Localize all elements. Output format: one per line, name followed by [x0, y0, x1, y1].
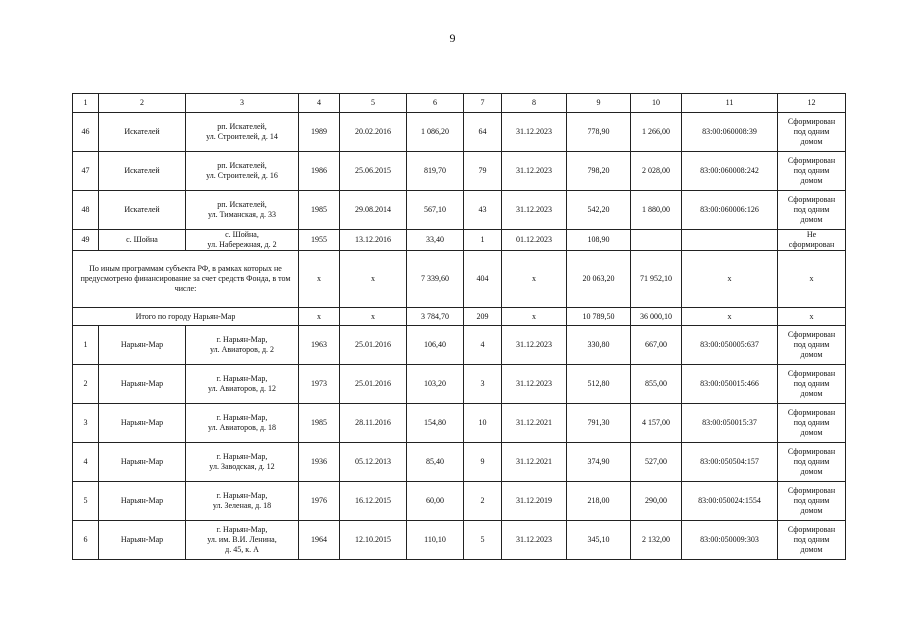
area: 85,40 — [407, 443, 464, 482]
recognition-date: 25.01.2016 — [340, 365, 407, 404]
residents: 43 — [464, 191, 502, 230]
column-header: 6 — [407, 94, 464, 113]
address-line: г. Нарьян-Мар, — [216, 374, 268, 383]
row-number: 49 — [73, 230, 99, 251]
cadastral-number: 83:00:050024:1554 — [682, 482, 778, 521]
col-10-value: 667,00 — [631, 326, 682, 365]
row-number: 2 — [73, 365, 99, 404]
resettlement-deadline: 31.12.2021 — [502, 443, 567, 482]
cadastral-number: 83:00:060006:126 — [682, 191, 778, 230]
land-status — [778, 113, 846, 152]
summary-value: 209 — [464, 308, 502, 326]
table-row — [73, 521, 846, 560]
land-status-line: сформирован — [788, 240, 835, 249]
recognition-date: 25.01.2016 — [340, 326, 407, 365]
land-status — [778, 326, 846, 365]
address-line: ул. Строителей, д. 16 — [206, 171, 278, 180]
summary-row-city-total — [73, 308, 846, 326]
recognition-date: 29.08.2014 — [340, 191, 407, 230]
address — [186, 521, 299, 560]
settlement: Нарьян-Мар — [99, 521, 186, 560]
land-status — [778, 191, 846, 230]
land-status — [778, 365, 846, 404]
column-header: 4 — [299, 94, 340, 113]
residents: 64 — [464, 113, 502, 152]
col-10-value: 2 132,00 — [631, 521, 682, 560]
summary-value: х — [682, 251, 778, 308]
resettlement-deadline: 31.12.2023 — [502, 326, 567, 365]
address — [186, 482, 299, 521]
summary-row-other-programs — [73, 251, 846, 308]
summary-value: х — [340, 308, 407, 326]
resettlement-deadline: 31.12.2023 — [502, 113, 567, 152]
land-status-line: Сформирован — [787, 330, 836, 339]
land-status-line: Сформирован — [787, 525, 836, 534]
area: 33,40 — [407, 230, 464, 251]
land-status-line: Сформирован — [787, 486, 836, 495]
recognition-date: 05.12.2013 — [340, 443, 407, 482]
residents: 79 — [464, 152, 502, 191]
resettlement-deadline: 01.12.2023 — [502, 230, 567, 251]
settlement: Искателей — [99, 113, 186, 152]
land-status-line: под одним — [793, 166, 830, 175]
land-status-line: под одним — [793, 205, 830, 214]
address-line: ул. Заводская, д. 12 — [209, 462, 275, 471]
table-body — [73, 94, 846, 560]
settlement: Нарьян-Мар — [99, 404, 186, 443]
col-10-value: 527,00 — [631, 443, 682, 482]
address-line: г. Нарьян-Мар, — [216, 452, 268, 461]
table-row — [73, 482, 846, 521]
row-number: 5 — [73, 482, 99, 521]
settlement: Искателей — [99, 191, 186, 230]
residents: 4 — [464, 326, 502, 365]
settlement: Нарьян-Мар — [99, 365, 186, 404]
land-status-line: под одним — [793, 418, 830, 427]
col-9-value: 218,00 — [567, 482, 631, 521]
settlement: Нарьян-Мар — [99, 326, 186, 365]
recognition-date: 16.12.2015 — [340, 482, 407, 521]
build-year: 1989 — [299, 113, 340, 152]
summary-value: 404 — [464, 251, 502, 308]
build-year: 1963 — [299, 326, 340, 365]
header-row — [73, 94, 846, 113]
address-line: ул. Тиманская, д. 33 — [207, 210, 277, 219]
recognition-date: 28.11.2016 — [340, 404, 407, 443]
land-status-line: Сформирован — [787, 408, 836, 417]
cadastral-number: 83:00:050015:37 — [682, 404, 778, 443]
row-number: 48 — [73, 191, 99, 230]
cadastral-number: 83:00:050015:466 — [682, 365, 778, 404]
resettlement-deadline: 31.12.2021 — [502, 404, 567, 443]
address-line: г. Нарьян-Мар, — [216, 525, 268, 534]
recognition-date: 13.12.2016 — [340, 230, 407, 251]
table-row — [73, 113, 846, 152]
column-header: 12 — [778, 94, 846, 113]
land-status-line: домом — [800, 428, 823, 437]
row-number: 47 — [73, 152, 99, 191]
summary-value: х — [778, 308, 846, 326]
address-line: ул. Строителей, д. 14 — [206, 132, 278, 141]
address — [186, 152, 299, 191]
col-9-value: 330,80 — [567, 326, 631, 365]
settlement: с. Шойна — [99, 230, 186, 251]
area: 819,70 — [407, 152, 464, 191]
page-number: 9 — [449, 31, 456, 45]
address — [186, 404, 299, 443]
col-9-value: 512,80 — [567, 365, 631, 404]
col-10-value: 4 157,00 — [631, 404, 682, 443]
land-status-line: под одним — [793, 496, 830, 505]
table-row — [73, 326, 846, 365]
recognition-date: 20.02.2016 — [340, 113, 407, 152]
col-10-value: 290,00 — [631, 482, 682, 521]
row-number: 3 — [73, 404, 99, 443]
col-10-value: 1 880,00 — [631, 191, 682, 230]
residents: 3 — [464, 365, 502, 404]
build-year: 1964 — [299, 521, 340, 560]
row-number: 4 — [73, 443, 99, 482]
land-status-line: домом — [800, 215, 823, 224]
column-header: 7 — [464, 94, 502, 113]
land-status-line: домом — [800, 350, 823, 359]
cadastral-number — [682, 230, 778, 251]
summary-value: х — [299, 308, 340, 326]
row-number: 1 — [73, 326, 99, 365]
col-10-value — [631, 230, 682, 251]
land-status — [778, 152, 846, 191]
land-status-line: под одним — [793, 535, 830, 544]
summary-value: 7 339,60 — [407, 251, 464, 308]
land-status — [778, 404, 846, 443]
resettlement-deadline: 31.12.2023 — [502, 365, 567, 404]
land-status-line: домом — [800, 467, 823, 476]
land-status — [778, 230, 846, 251]
land-status-line: домом — [800, 545, 823, 554]
summary-value: х — [502, 251, 567, 308]
address — [186, 191, 299, 230]
land-status — [778, 482, 846, 521]
summary-value: х — [682, 308, 778, 326]
column-header: 5 — [340, 94, 407, 113]
address-line: ул. им. В.И. Ленина, — [207, 535, 277, 544]
build-year: 1986 — [299, 152, 340, 191]
summary-label: По иным программам субъекта РФ, в рамках которых не предусмотрено финансирование за счет средств Фонда, в том числе: — [73, 251, 299, 308]
table-row — [73, 404, 846, 443]
address-line: г. Нарьян-Мар, — [216, 335, 268, 344]
build-year: 1985 — [299, 191, 340, 230]
cadastral-number: 83:00:060008:39 — [682, 113, 778, 152]
resettlement-deadline: 31.12.2019 — [502, 482, 567, 521]
area: 154,80 — [407, 404, 464, 443]
address-line: г. Нарьян-Мар, — [216, 413, 268, 422]
table-row — [73, 152, 846, 191]
area: 567,10 — [407, 191, 464, 230]
land-status-line: домом — [800, 389, 823, 398]
land-status — [778, 521, 846, 560]
row-number: 6 — [73, 521, 99, 560]
cadastral-number: 83:00:050005:637 — [682, 326, 778, 365]
address-line: с. Шойна, — [225, 230, 259, 239]
address-line: рп. Искателей, — [217, 161, 267, 170]
area: 106,40 — [407, 326, 464, 365]
address-line: ул. Авиаторов, д. 2 — [209, 345, 275, 354]
build-year: 1936 — [299, 443, 340, 482]
area: 103,20 — [407, 365, 464, 404]
residents: 1 — [464, 230, 502, 251]
build-year: 1955 — [299, 230, 340, 251]
build-year: 1976 — [299, 482, 340, 521]
table-row — [73, 230, 846, 251]
land-status-line: под одним — [793, 457, 830, 466]
summary-value: х — [502, 308, 567, 326]
summary-value: 36 000,10 — [631, 308, 682, 326]
resettlement-deadline: 31.12.2023 — [502, 191, 567, 230]
column-header: 11 — [682, 94, 778, 113]
residents: 2 — [464, 482, 502, 521]
settlement: Искателей — [99, 152, 186, 191]
col-9-value: 345,10 — [567, 521, 631, 560]
settlement: Нарьян-Мар — [99, 443, 186, 482]
housing-table — [72, 93, 846, 560]
summary-value: 10 789,50 — [567, 308, 631, 326]
land-status-line: Сформирован — [787, 369, 836, 378]
land-status-line: под одним — [793, 379, 830, 388]
col-9-value: 798,20 — [567, 152, 631, 191]
column-header: 10 — [631, 94, 682, 113]
summary-value: х — [340, 251, 407, 308]
land-status-line: под одним — [793, 340, 830, 349]
address-line: д. 45, к. А — [225, 545, 259, 554]
table-row — [73, 191, 846, 230]
area: 110,10 — [407, 521, 464, 560]
address-line: г. Нарьян-Мар, — [216, 491, 268, 500]
col-10-value: 855,00 — [631, 365, 682, 404]
col-9-value: 542,20 — [567, 191, 631, 230]
column-header: 2 — [99, 94, 186, 113]
build-year: 1973 — [299, 365, 340, 404]
address — [186, 326, 299, 365]
land-status-line: Не — [806, 230, 817, 239]
address — [186, 365, 299, 404]
cadastral-number: 83:00:050504:157 — [682, 443, 778, 482]
summary-label: Итого по городу Нарьян-Мар — [73, 308, 299, 326]
residents: 9 — [464, 443, 502, 482]
address — [186, 113, 299, 152]
land-status-line: Сформирован — [787, 447, 836, 456]
summary-value: 20 063,20 — [567, 251, 631, 308]
residents: 5 — [464, 521, 502, 560]
land-status-line: Сформирован — [787, 117, 836, 126]
col-10-value: 1 266,00 — [631, 113, 682, 152]
area: 60,00 — [407, 482, 464, 521]
land-status-line: Сформирован — [787, 195, 836, 204]
area: 1 086,20 — [407, 113, 464, 152]
address-line: рп. Искателей, — [217, 200, 267, 209]
land-status-line: домом — [800, 176, 823, 185]
summary-value: х — [778, 251, 846, 308]
col-9-value: 791,30 — [567, 404, 631, 443]
column-header: 8 — [502, 94, 567, 113]
land-status — [778, 443, 846, 482]
address-line: рп. Искателей, — [217, 122, 267, 131]
table-row — [73, 443, 846, 482]
column-header: 9 — [567, 94, 631, 113]
col-9-value: 778,90 — [567, 113, 631, 152]
land-status-line: под одним — [793, 127, 830, 136]
row-number: 46 — [73, 113, 99, 152]
address-line: ул. Зеленая, д. 18 — [212, 501, 272, 510]
address — [186, 230, 299, 251]
col-9-value: 108,90 — [567, 230, 631, 251]
col-9-value: 374,90 — [567, 443, 631, 482]
land-status-line: Сформирован — [787, 156, 836, 165]
land-status-line: домом — [800, 137, 823, 146]
summary-value: 3 784,70 — [407, 308, 464, 326]
recognition-date: 12.10.2015 — [340, 521, 407, 560]
summary-value: х — [299, 251, 340, 308]
land-status-line: домом — [800, 506, 823, 515]
table-row — [73, 365, 846, 404]
col-10-value: 2 028,00 — [631, 152, 682, 191]
residents: 10 — [464, 404, 502, 443]
column-header: 1 — [73, 94, 99, 113]
address-line: ул. Авиаторов, д. 18 — [207, 423, 277, 432]
resettlement-deadline: 31.12.2023 — [502, 521, 567, 560]
build-year: 1985 — [299, 404, 340, 443]
column-header: 3 — [186, 94, 299, 113]
address-line: ул. Набережная, д. 2 — [207, 240, 277, 249]
cadastral-number: 83:00:060008:242 — [682, 152, 778, 191]
address — [186, 443, 299, 482]
address-line: ул. Авиаторов, д. 12 — [207, 384, 277, 393]
resettlement-deadline: 31.12.2023 — [502, 152, 567, 191]
settlement: Нарьян-Мар — [99, 482, 186, 521]
cadastral-number: 83:00:050009:303 — [682, 521, 778, 560]
summary-value: 71 952,10 — [631, 251, 682, 308]
recognition-date: 25.06.2015 — [340, 152, 407, 191]
